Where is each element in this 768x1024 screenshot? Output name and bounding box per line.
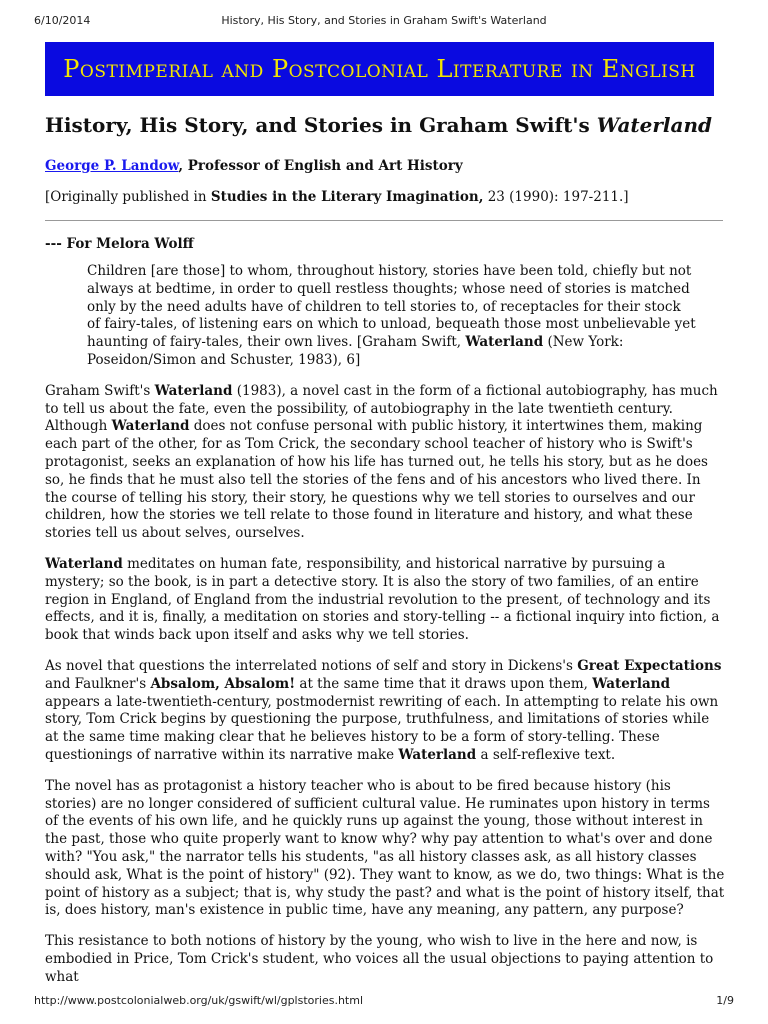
site-banner[interactable] bbox=[45, 42, 714, 96]
print-date: 6/10/2014 bbox=[34, 14, 91, 27]
site-banner-text: Postimperial and Postcolonial Literature in English bbox=[63, 55, 696, 83]
publication-note bbox=[45, 189, 725, 205]
work-title: Absalom, Absalom! bbox=[150, 675, 296, 692]
work-title: Waterland bbox=[154, 382, 233, 399]
epigraph-text: Children [are those] to whom, throughout history, stories have been told, chiefly but not always at bedtime, in order to quell restless thoughts; whose need of stories is matched only by the need adults have of children to tell stories to, of receptacles for their stock of fairy-tales, of listening ears on which to unload, bequeath those most unbelievable yet haunting of fairy-tales, their own lives. [Graham Swift, bbox=[87, 263, 696, 351]
paragraph-4: The novel has as protagonist a history teacher who is about to be fired because history (his stories) are no longer considered of sufficient cultural value. He ruminates upon history in terms of the events of his own life, and he quickly runs up against the young, those without interest in the past, those who quite properly want to know why? why pay attention to what's over and done with? "You ask," the narrator tells his students, "as all history classes ask, as all history classes should ask, What is the point of history" (92). They want to know, as we do, two things: What is the point of history as a subject; that is, why study the past? and what is the point of history itself, that is, does history, man's existence in public time, have any meaning, any pattern, any purpose? bbox=[45, 777, 725, 919]
page-url[interactable]: http://www.postcolonialweb.org/uk/gswift/wl/gplstories.html bbox=[34, 994, 364, 1007]
divider bbox=[45, 220, 723, 221]
epigraph-citation: (New York: Poseidon/Simon and Schuster, 1983), 6] bbox=[87, 334, 624, 368]
author-link[interactable]: George P. Landow bbox=[45, 158, 179, 174]
text-span: appears a late-twentieth-century, postmodernist rewriting of each. In attempting to relate his own story, Tom Crick begins by questioning the purpose, truthfulness, and limitations of stories while at the same time making clear that he believes history to be a form of story-telling. These questionings of narrative within its narrative make bbox=[45, 693, 719, 763]
pub-journal: Studies in the Literary Imagination, bbox=[210, 189, 484, 205]
text-span: (1983), a novel cast in the form of a fictional autobiography, has much to tell us about the fate, even the possibility, of autobiography in the late twentieth century. Although bbox=[45, 382, 718, 435]
work-title: Waterland bbox=[398, 746, 477, 763]
work-title: Waterland bbox=[111, 418, 190, 435]
paragraph-3 bbox=[45, 658, 725, 765]
pub-prefix: [Originally published in bbox=[45, 189, 211, 205]
pub-suffix: 23 (1990): 197-211.] bbox=[483, 189, 629, 205]
text-span: does not confuse personal with public history, it intertwines them, making each part of the other, for as Tom Crick, the secondary school teacher of history who is Swift's protagonist, seeks an explanation of how his life has turned out, he tells his story, but as he does so, he finds that he must also tell the stories of the fens and of his ancestors who lived there. In the course of telling his story, their story, he questions why we tell stories to ourselves and our children, how the stories we tell relate to those found in literature and history, and what these stories tell us about selves, ourselves. bbox=[45, 418, 708, 542]
paragraph-5: This resistance to both notions of history by the young, who wish to live in the here and now, is embodied in Price, Tom Crick's student, who voices all the usual objections to paying attention to what bbox=[45, 933, 714, 985]
text-span: As novel that questions the interrelated notions of self and story in Dickens's bbox=[45, 657, 578, 674]
author-line bbox=[45, 158, 725, 174]
text-span: meditates on human fate, responsibility, and historical narrative by pursuing a mystery; so the book, is in part a detective story. It is also the story of two families, of an entire region in England, of England from the industrial revolution to the present, of technology and its effects, and it is, finally, a meditation on stories and story-telling -- a fictional inquiry into fiction, a book that winds back upon itself and asks why we tell stories. bbox=[45, 555, 720, 644]
print-page-title: History, His Story, and Stories in Graham Swift's Waterland bbox=[221, 14, 547, 27]
work-title: Waterland bbox=[592, 675, 671, 692]
dedication: --- For Melora Wolff bbox=[45, 236, 194, 252]
epigraph bbox=[87, 263, 697, 370]
work-title: Waterland bbox=[45, 555, 123, 572]
article-title bbox=[45, 112, 725, 138]
page-number: 1/9 bbox=[716, 994, 734, 1007]
article-title-italic: Waterland bbox=[596, 113, 712, 137]
epigraph-work: Waterland bbox=[465, 334, 544, 351]
text-span: and Faulkner's bbox=[45, 675, 151, 692]
text-span: at the same time that it draws upon them, bbox=[295, 675, 593, 692]
text-span: a self-reflexive text. bbox=[476, 746, 616, 763]
paragraph-2 bbox=[45, 556, 725, 645]
author-role: , Professor of English and Art History bbox=[178, 158, 463, 174]
text-span: Graham Swift's bbox=[45, 382, 155, 399]
work-title: Great Expectations bbox=[577, 657, 722, 674]
article bbox=[45, 112, 725, 999]
article-title-main: History, His Story, and Stories in Graham Swift's bbox=[45, 113, 597, 137]
paragraph-1 bbox=[45, 383, 725, 543]
